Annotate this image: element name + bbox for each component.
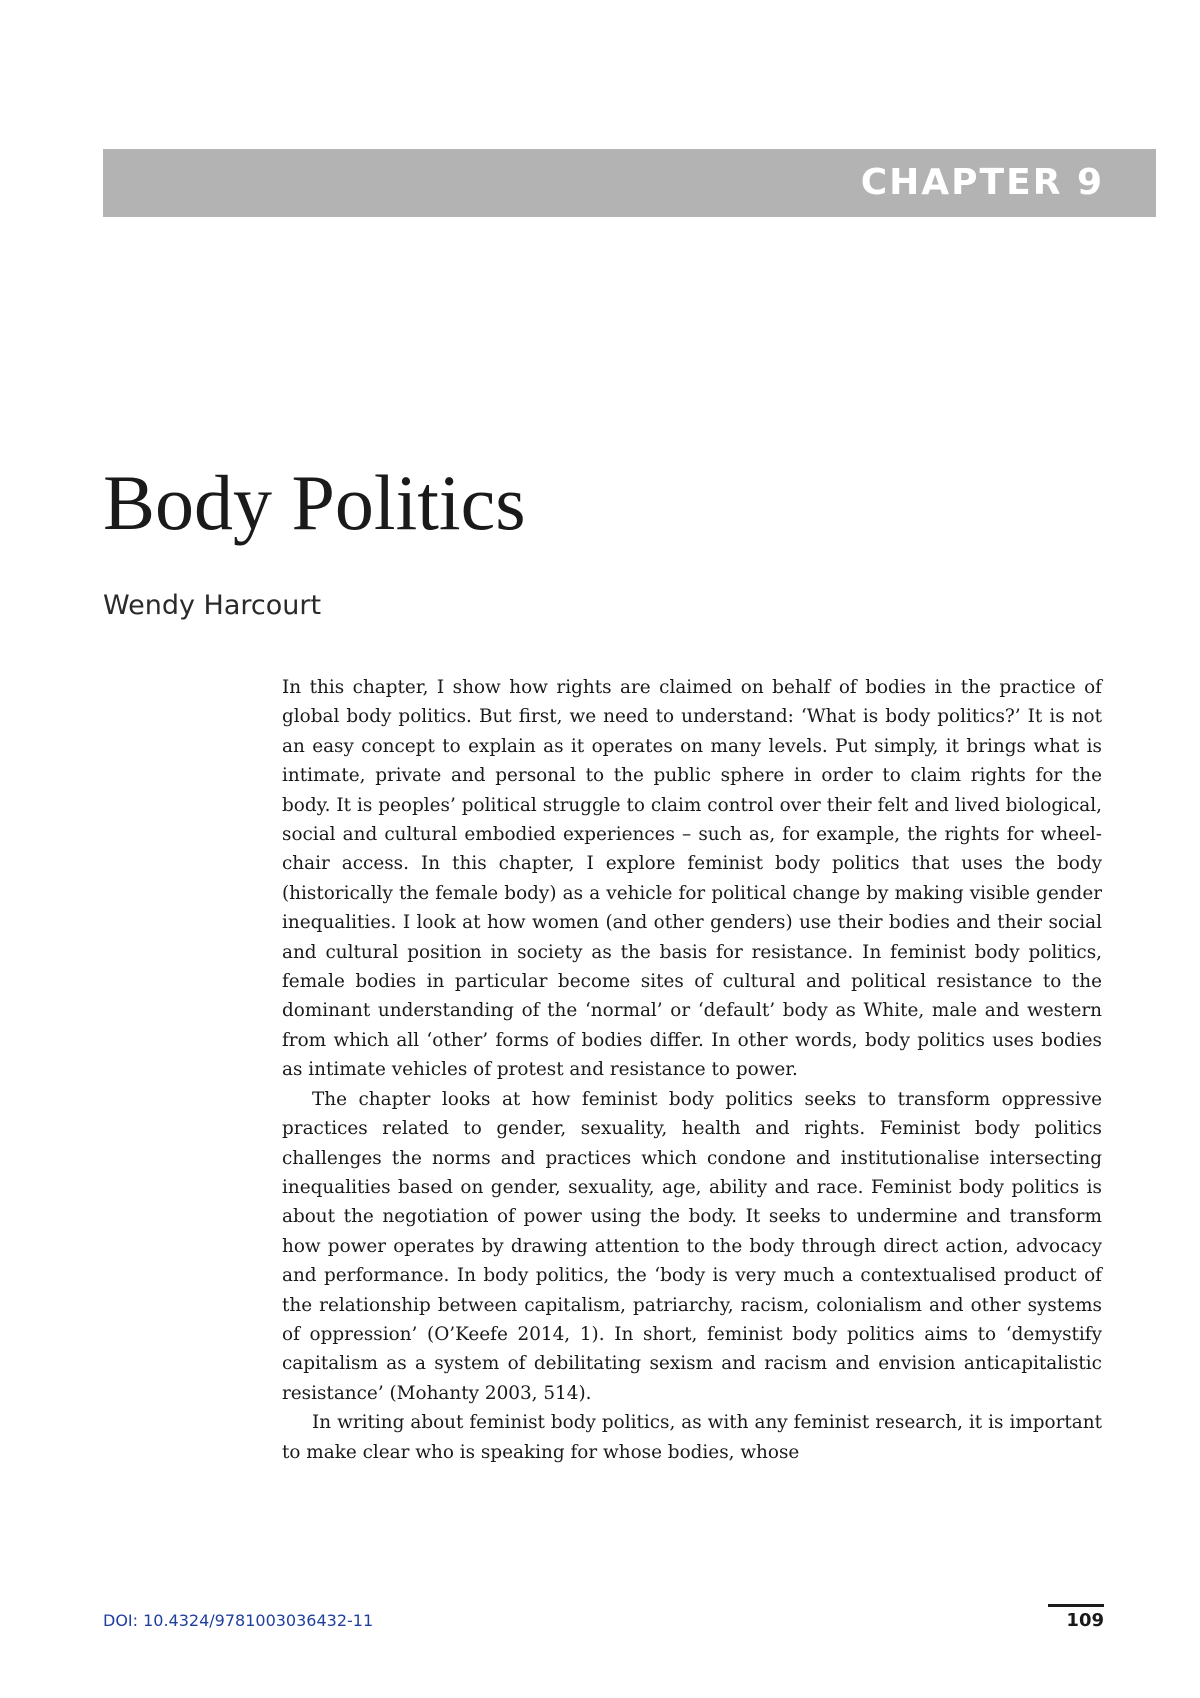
body-paragraph: The chapter looks at how feminist body politics seeks to transform oppressive practices related to gender, sexuality, health and rights. Feminist body politics challenges the norms and practices which condone and institutionalise intersecting inequalities based on gender, sexuality, age, ability and race. Feminist body politics is about the negotiation of power using the body. It seeks to undermine and transform how power operates by drawing attention to the body through direct action, advocacy and performance. In body politics, the ‘body is very much a contextualised product of the relationship between capitalism, patriarchy, racism, colonialism and other systems of oppression’ (O’Keefe 2014, 1). In short, feminist body politics aims to ‘demystify capitalism as a system of debilitating sexism and racism and envision anticapitalistic resistance’ (Mohanty 2003, 514).	[282, 1088, 1102, 1404]
footer-doi	[103, 1610, 373, 1632]
chapter-label: CHAPTER 9	[860, 162, 1104, 203]
chapter-title: Body Politics	[103, 459, 526, 546]
body-paragraph: In this chapter, I show how rights are claimed on behalf of bodies in the practice of global body politics. But first, we need to understand: ‘What is body politics?’ It is not an easy concept to explain as it operates on many levels. Put simply, it brings what is intimate, private and personal to the public sphere in order to claim rights for the body. It is peoples’ political struggle to claim control over their felt and lived biological, social and cultural embodied experiences – such as, for example, the rights for wheelchair access. In this chapter, I explore feminist body politics that uses the body (historically the female body) as a vehicle for political change by making visible gender inequalities. I look at how women (and other genders) use their bodies and their social and cultural position in society as the basis for resistance. In feminist body politics, female bodies in particular become sites of cultural and political resistance to the dominant understanding of the ‘normal’ or ‘default’ body as White, male and western from which all ‘other’ forms of bodies differ. In other words, body politics uses bodies as intimate vehicles of protest and resistance to power.	[282, 677, 1102, 1081]
chapter-author: Wendy Harcourt	[103, 590, 322, 621]
page-number-rule	[1048, 1604, 1104, 1607]
body-paragraph: In writing about feminist body politics, as with any feminist research, it is important to make clear who is speaking for whose bodies, whose	[282, 1412, 1102, 1463]
doi-link[interactable]: 10.4324/9781003036432-11	[143, 1611, 374, 1630]
page-number: 109	[1066, 1610, 1104, 1631]
chapter-body	[282, 673, 1102, 1467]
chapter-header-band	[103, 149, 1156, 217]
doi-prefix: DOI:	[103, 1611, 144, 1630]
